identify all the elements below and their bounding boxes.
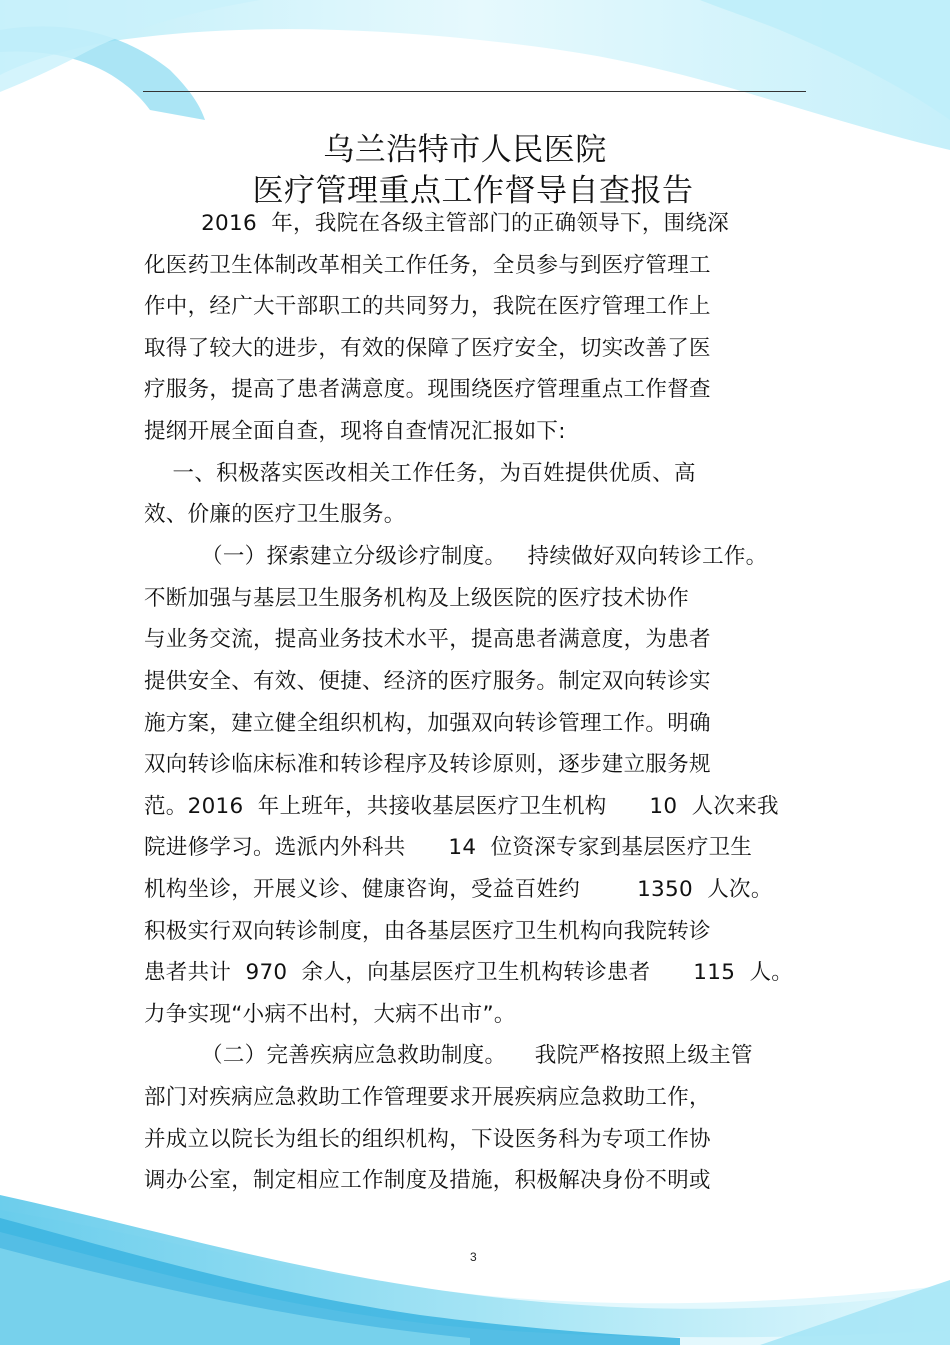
body-line: 并成立以院长为组长的组织机构，下设医务科为专项工作协 (144, 1127, 711, 1152)
header-rule (143, 91, 806, 92)
body-line: 患者共计 970 余人，向基层医疗卫生机构转诊患者 115 人。 (144, 960, 794, 985)
body-line: 积极实行双向转诊制度，由各基层医疗卫生机构向我院转诊 (144, 919, 711, 944)
body-line: 施方案，建立健全组织机构，加强双向转诊管理工作。明确 (144, 711, 711, 736)
body-line: 取得了较大的进步，有效的保障了医疗安全，切实改善了医 (144, 336, 711, 361)
page-number: 3 (470, 1250, 477, 1264)
document-title-line1: 乌兰浩特市人民医院 (323, 132, 607, 168)
section-heading-line: 效、价廉的医疗卫生服务。 (144, 502, 406, 527)
body-line: 调办公室，制定相应工作制度及措施，积极解决身份不明或 (144, 1168, 711, 1193)
body-line: 与业务交流，提高业务技术水平，提高患者满意度，为患者 (144, 627, 711, 652)
section-heading-line: 一、积极落实医改相关工作任务，为百姓提供优质、高 (144, 461, 696, 486)
document-title-line2: 医疗管理重点工作督导自查报告 (252, 173, 694, 209)
subsection-heading-line: （二）完善疾病应急救助制度。 我院严格按照上级主管 (144, 1043, 753, 1068)
body-line: 提纲开展全面自查，现将自查情况汇报如下: (144, 419, 566, 444)
body-line: 机构坐诊，开展义诊、健康咨询，受益百姓约 1350 人次。 (144, 877, 773, 902)
body-line: 提供安全、有效、便捷、经济的医疗服务。制定双向转诊实 (144, 669, 711, 694)
body-line: 双向转诊临床标准和转诊程序及转诊原则，逐步建立服务规 (144, 752, 711, 777)
body-line: 疗服务，提高了患者满意度。现围绕医疗管理重点工作督查 (144, 377, 711, 402)
body-line: 院进修学习。选派内外科共 14 位资深专家到基层医疗卫生 (144, 835, 753, 860)
body-line: 范。2016 年上班年，共接收基层医疗卫生机构 10 人次来我 (144, 794, 779, 819)
body-line: 部门对疾病应急救助工作管理要求开展疾病应急救助工作， (144, 1085, 711, 1110)
subsection-heading-line: （一）探索建立分级诊疗制度。 持续做好双向转诊工作。 (144, 544, 768, 569)
body-line: 作中，经广大干部职工的共同努力，我院在医疗管理工作上 (144, 294, 711, 319)
body-line: 力争实现“小病不出村，大病不出市”。 (144, 1002, 516, 1027)
body-line: 不断加强与基层卫生服务机构及上级医院的医疗技术协作 (144, 586, 690, 611)
body-line: 化医药卫生体制改革相关工作任务，全员参与到医疗管理工 (144, 253, 711, 278)
body-line: 2016 年，我院在各级主管部门的正确领导下，围绕深 (144, 211, 730, 236)
